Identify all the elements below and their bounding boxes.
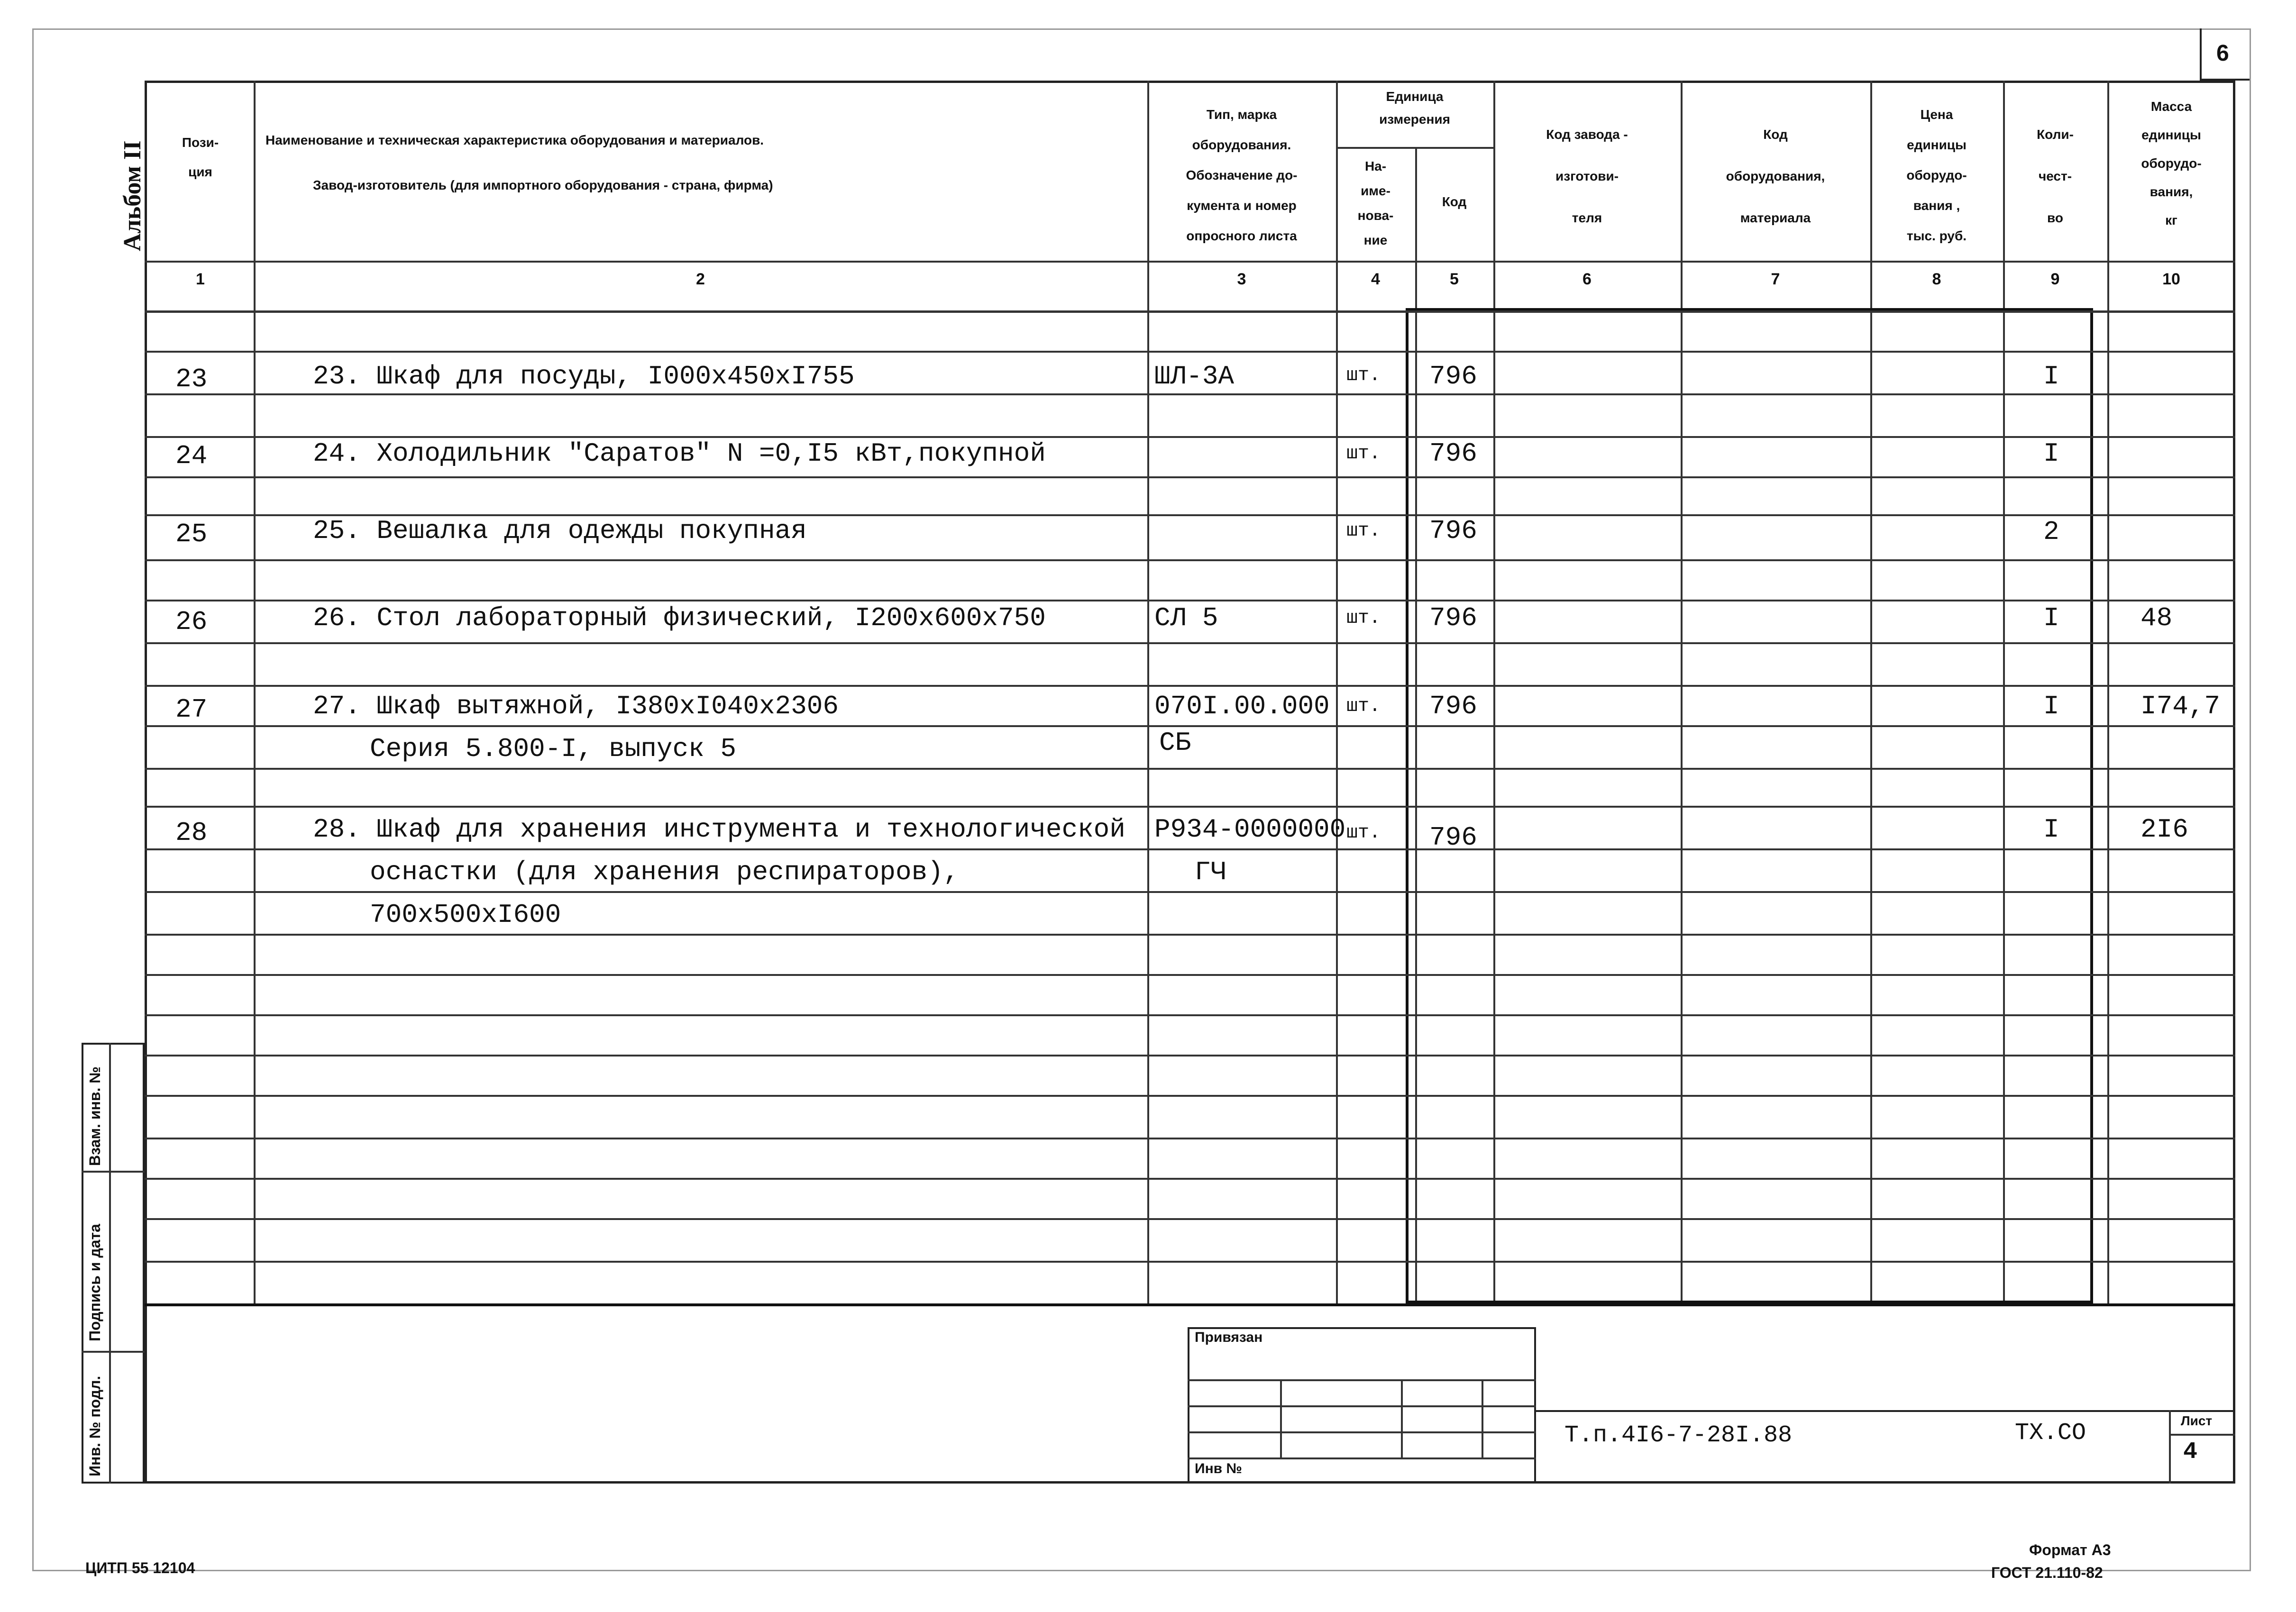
row-25-pos: 25 xyxy=(175,519,208,549)
side-stamp-podpis: Подпись и дата xyxy=(86,1224,103,1341)
row-line xyxy=(145,806,2235,808)
col-number: 7 xyxy=(1771,270,1780,288)
privyazan-col xyxy=(1482,1379,1483,1457)
row-28-mass: 2I6 xyxy=(2140,814,2188,845)
inv-no-label: Инв № xyxy=(1195,1461,1242,1476)
row-28-type-2: ГЧ xyxy=(1195,857,1227,887)
sheet-number: 6 xyxy=(2216,41,2229,66)
row-line xyxy=(145,642,2235,644)
row-28-unit: шт. xyxy=(1346,822,1381,844)
row-line xyxy=(145,891,2235,893)
row-line xyxy=(145,725,2235,727)
header-price: Цена единицы оборудо- вания , тыс. руб. xyxy=(1906,107,1967,243)
row-27-pos: 27 xyxy=(175,694,208,725)
privyazan-line xyxy=(1188,1431,1536,1433)
row-26-pos: 26 xyxy=(175,607,208,637)
row-24-code: 796 xyxy=(1429,438,1477,469)
list-divider xyxy=(2169,1410,2171,1484)
row-line xyxy=(145,1055,2235,1056)
row-23-unit: шт. xyxy=(1346,365,1381,386)
header-line xyxy=(145,310,2235,313)
col-line xyxy=(1336,81,1338,1303)
list-line xyxy=(2169,1434,2235,1436)
footer-gost: ГОСТ 21.110-82 xyxy=(1991,1564,2103,1581)
list-label: Лист xyxy=(2181,1413,2213,1428)
row-line xyxy=(145,1261,2235,1263)
row-25-unit: шт. xyxy=(1346,520,1381,542)
row-24-pos: 24 xyxy=(175,441,208,471)
row-line xyxy=(145,1303,2235,1306)
header-unit: Единица измерения xyxy=(1379,89,1450,127)
doc-mark: ТХ.СО xyxy=(2015,1420,2086,1447)
row-line xyxy=(145,1014,2235,1016)
row-line xyxy=(145,848,2235,850)
privyazan-col xyxy=(1280,1379,1282,1457)
row-line xyxy=(145,1138,2235,1139)
row-line xyxy=(145,1095,2235,1097)
doc-code: Т.п.4I6-7-28I.88 xyxy=(1564,1422,1793,1449)
row-24-name: 24. Холодильник "Саратов" N =0,I5 кВт,покупной xyxy=(313,438,1046,469)
row-line xyxy=(145,436,2235,438)
col-number: 8 xyxy=(1932,270,1941,288)
privyazan-col xyxy=(1401,1379,1403,1457)
header-qty: Коли- чест- во xyxy=(2037,127,2074,225)
row-23-qty: I xyxy=(2043,361,2059,392)
row-27-name-2: Серия 5.800-I, выпуск 5 xyxy=(370,734,736,764)
row-23-name: 23. Шкаф для посуды, I000x450xI755 xyxy=(313,361,855,392)
row-28-code: 796 xyxy=(1429,822,1477,853)
row-24-qty: I xyxy=(2043,438,2059,469)
row-line xyxy=(145,600,2235,601)
row-23-pos: 23 xyxy=(175,364,208,394)
row-25-qty: 2 xyxy=(2043,517,2059,547)
header-unit-name: На- име- нова- ние xyxy=(1357,159,1394,247)
header-unit-code: Код xyxy=(1442,194,1467,209)
row-26-name: 26. Стол лабораторный физический, I200x600x750 xyxy=(313,603,1046,633)
row-27-type-2: СБ xyxy=(1159,728,1191,758)
privyazan-line xyxy=(1188,1405,1536,1407)
row-line xyxy=(145,934,2235,936)
header-type: Тип, марка оборудования. Обозначение до- кумента и номер опросного листа xyxy=(1186,107,1298,243)
row-28-name-3: 700x500xI600 xyxy=(370,900,561,930)
col-line xyxy=(2107,81,2109,1303)
row-27-type: 070I.00.000 xyxy=(1154,691,1330,721)
row-line xyxy=(145,559,2235,561)
col-line xyxy=(254,81,256,1303)
row-25-name: 25. Вешалка для одежды покупная xyxy=(313,516,807,546)
header-name-1: Наименование и техническая характеристика оборудования и материалов. xyxy=(265,133,764,147)
row-26-type: СЛ 5 xyxy=(1154,603,1218,633)
row-26-qty: I xyxy=(2043,603,2059,633)
row-28-qty: I xyxy=(2043,814,2059,845)
header-line xyxy=(1336,147,1493,149)
row-23-type: ШЛ-3А xyxy=(1154,361,1235,392)
col-number: 5 xyxy=(1450,270,1459,288)
side-stamp-vzam: Взам. инв. № xyxy=(86,1066,103,1166)
header-pos: Пози- ция xyxy=(182,135,219,179)
privyazan-line xyxy=(1188,1457,1536,1459)
row-line xyxy=(145,393,2235,395)
col-number: 3 xyxy=(1237,270,1246,288)
row-line xyxy=(145,685,2235,687)
row-28-pos: 28 xyxy=(175,818,208,848)
row-27-qty: I xyxy=(2043,691,2059,721)
row-line xyxy=(145,974,2235,976)
side-stamp-line xyxy=(82,1171,145,1173)
row-28-type: Р934-0000000 xyxy=(1154,814,1346,845)
row-28-name-2: оснастки (для хранения респираторов), xyxy=(370,857,960,887)
col-number: 1 xyxy=(196,270,205,288)
row-line xyxy=(145,1178,2235,1180)
row-26-unit: шт. xyxy=(1346,608,1381,629)
row-27-mass: I74,7 xyxy=(2140,691,2221,721)
list-number: 4 xyxy=(2183,1439,2198,1466)
col-number: 9 xyxy=(2050,270,2060,288)
header-mass: Масса единицы оборудо- вания, кг xyxy=(2141,99,2202,228)
row-27-unit: шт. xyxy=(1346,696,1381,717)
privyazan-line xyxy=(1188,1379,1536,1381)
col-number: 2 xyxy=(696,270,705,288)
row-line xyxy=(145,1218,2235,1220)
album-label: Альбом II xyxy=(119,140,146,251)
row-24-unit: шт. xyxy=(1346,443,1381,464)
col-number: 10 xyxy=(2162,270,2180,288)
row-line xyxy=(145,476,2235,478)
footer-left: ЦИТП 55 12104 xyxy=(85,1559,195,1576)
col-number: 4 xyxy=(1371,270,1380,288)
privyazan-label: Привязан xyxy=(1195,1330,1263,1345)
row-28-name: 28. Шкаф для хранения инструмента и технологической xyxy=(313,814,1125,845)
header-plant-code: Код завода - изготови- теля xyxy=(1546,127,1628,225)
col-number: 6 xyxy=(1583,270,1592,288)
side-stamp-divider xyxy=(109,1043,111,1484)
row-27-code: 796 xyxy=(1429,691,1477,721)
row-26-mass: 48 xyxy=(2140,603,2173,633)
header-name-2: Завод-изготовитель (для импортного оборудования - страна, фирма) xyxy=(313,178,773,192)
row-line xyxy=(145,351,2235,353)
side-stamp-line xyxy=(82,1351,145,1353)
row-27-name: 27. Шкаф вытяжной, I380xI040x2306 xyxy=(313,691,839,721)
row-26-code: 796 xyxy=(1429,603,1477,633)
footer-format: Формат А3 xyxy=(2029,1541,2111,1558)
row-23-code: 796 xyxy=(1429,361,1477,392)
header-line xyxy=(145,261,2235,263)
row-25-code: 796 xyxy=(1429,516,1477,546)
header-equip-code: Код оборудования, материала xyxy=(1726,127,1825,225)
col-line xyxy=(1147,81,1149,1303)
row-line xyxy=(145,768,2235,770)
side-stamp-inv: Инв. № подл. xyxy=(86,1375,103,1476)
